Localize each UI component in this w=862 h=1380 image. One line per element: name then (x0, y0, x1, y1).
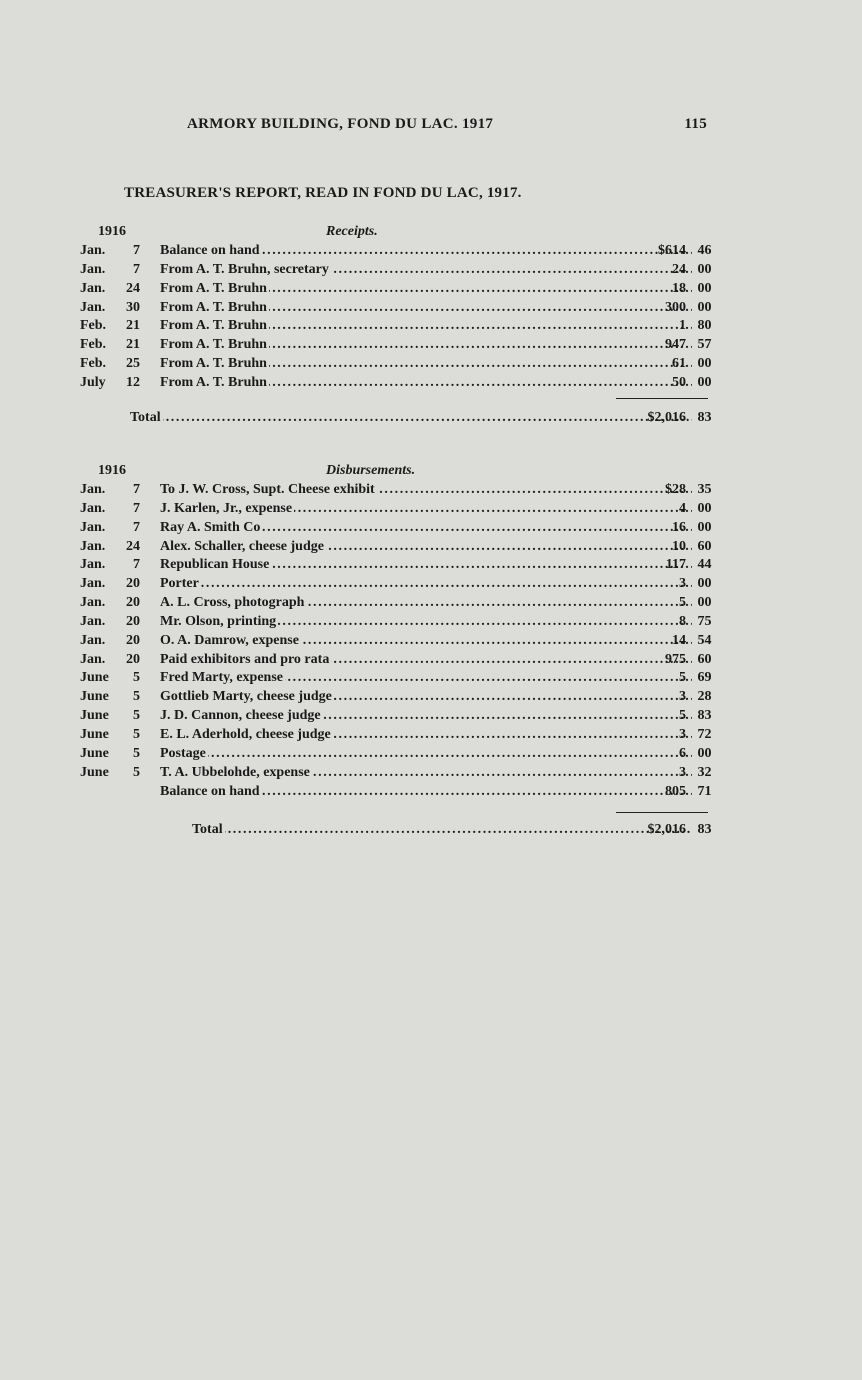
receipt-description: From A. T. Bruhn (160, 280, 267, 296)
disbursement-row (80, 501, 710, 520)
receipt-day: 24 (126, 280, 140, 296)
disbursement-cents: 00 (697, 519, 712, 535)
receipt-description: From A. T. Bruhn (160, 318, 267, 334)
receipt-description: From A. T. Bruhn, secretary (160, 261, 329, 277)
disbursement-cents: 32 (697, 764, 712, 780)
disbursement-cents: 00 (697, 745, 712, 761)
disbursement-cents: 83 (697, 708, 712, 724)
disbursement-dollars: 10 (672, 538, 686, 554)
disbursement-cents: 72 (697, 726, 712, 742)
disbursement-month: Jan. (80, 538, 106, 554)
disbursements-section (80, 463, 710, 802)
receipt-cents: 57 (697, 337, 712, 353)
page-number: 115 (684, 116, 707, 132)
receipts-total-rule (616, 398, 708, 399)
disbursement-month: June (80, 689, 109, 705)
receipt-day: 30 (126, 299, 140, 315)
disbursement-day: 7 (133, 519, 140, 535)
receipt-day: 25 (126, 356, 140, 372)
receipt-day: 7 (133, 243, 140, 258)
receipt-row (80, 243, 710, 262)
disbursement-day: 5 (133, 708, 140, 724)
receipt-month: Jan. (80, 280, 106, 296)
disbursements-header (80, 463, 710, 482)
disbursement-cents: 00 (697, 595, 712, 611)
disbursements-rows (80, 482, 710, 802)
disbursement-description: Gottlieb Marty, cheese judge (160, 689, 332, 705)
disbursements-year: 1916 (98, 463, 126, 478)
disbursement-dollars: 117 (665, 557, 686, 573)
disbursement-day: 7 (133, 557, 140, 573)
disbursement-description: Mr. Olson, printing (160, 613, 277, 629)
receipts-header (80, 224, 710, 243)
receipt-dollars: 18 (672, 280, 686, 296)
disbursement-row (80, 670, 710, 689)
receipt-dollars: 61 (672, 356, 686, 372)
receipt-cents: 00 (697, 356, 712, 372)
disbursement-dollars: 5 (679, 708, 686, 724)
disbursement-description: J. D. Cannon, cheese judge (160, 708, 321, 724)
receipt-cents: 00 (697, 261, 712, 277)
receipt-description: Balance on hand (160, 243, 260, 258)
receipt-day: 21 (126, 318, 140, 334)
disbursement-description: J. Karlen, Jr., expense (160, 500, 293, 516)
disbursement-dollars: 3 (679, 726, 686, 742)
receipt-row (80, 356, 710, 375)
receipt-dollars: 50 (672, 374, 686, 390)
disbursement-cents: 35 (697, 482, 712, 497)
disbursement-dollars: 5 (679, 670, 686, 686)
disbursement-description: Ray A. Smith Co (160, 519, 261, 535)
disbursement-month: Jan. (80, 576, 106, 592)
receipt-cents: 00 (697, 374, 712, 390)
disbursement-day: 20 (126, 632, 140, 648)
disbursement-row (80, 689, 710, 708)
disbursement-day: 5 (133, 670, 140, 686)
disbursement-row (80, 708, 710, 727)
disbursement-month: Jan. (80, 500, 106, 516)
receipt-description: From A. T. Bruhn (160, 299, 267, 315)
disbursement-dollars: 975 (665, 651, 686, 667)
disbursements-heading: Disbursements. (326, 463, 416, 478)
disbursement-row (80, 576, 710, 595)
disbursement-cents: 00 (697, 576, 712, 592)
disbursement-dollars: 5 (679, 595, 686, 611)
disbursement-row (80, 784, 710, 803)
receipt-dollars: 947 (665, 337, 686, 353)
disbursement-dollars: 805 (665, 783, 686, 799)
disbursement-dollars: 6 (679, 745, 686, 761)
disbursement-dollars: 8 (679, 613, 686, 629)
disbursements-total-section (80, 822, 710, 841)
disbursement-description: E. L. Aderhold, cheese judge (160, 726, 331, 742)
disbursements-total-label: Total (192, 822, 223, 837)
disbursements-total-cents: 83 (697, 822, 712, 837)
disbursement-description: Postage (160, 745, 206, 761)
disbursement-row (80, 746, 710, 765)
receipt-month: Feb. (80, 337, 107, 353)
disbursement-day: 5 (133, 764, 140, 780)
disbursement-day: 20 (126, 613, 140, 629)
disbursement-cents: 60 (697, 538, 712, 554)
disbursement-month: Jan. (80, 613, 106, 629)
disbursement-day: 20 (126, 651, 140, 667)
disbursement-row (80, 557, 710, 576)
disbursement-dollars: 14 (672, 632, 686, 648)
receipt-row (80, 337, 710, 356)
disbursement-dollars: 16 (672, 519, 686, 535)
receipt-row (80, 375, 710, 394)
disbursement-description: Paid exhibitors and pro rata (160, 651, 330, 667)
receipt-row (80, 281, 710, 300)
receipt-day: 12 (126, 374, 140, 390)
disbursement-month: June (80, 726, 109, 742)
disbursement-month: June (80, 745, 109, 761)
running-head-title: ARMORY BUILDING, FOND DU LAC. 1917 (187, 116, 494, 132)
disbursement-dollars: 3 (679, 764, 686, 780)
disbursement-cents: 75 (697, 613, 712, 629)
receipts-total-label: Total (130, 410, 161, 425)
disbursement-day: 5 (133, 745, 140, 761)
receipts-total-row (80, 410, 710, 429)
receipt-day: 7 (133, 261, 140, 277)
disbursement-description: T. A. Ubbelohde, expense (160, 764, 310, 780)
disbursement-month: June (80, 764, 109, 780)
disbursement-row (80, 595, 710, 614)
disbursement-description: O. A. Damrow, expense (160, 632, 299, 648)
disbursement-row (80, 727, 710, 746)
disbursement-cents: 60 (697, 651, 712, 667)
receipt-dollars: 300 (665, 299, 686, 315)
receipts-total-dollars: $2,016 (647, 410, 686, 425)
disbursement-day: 24 (126, 538, 140, 554)
disbursement-day: 7 (133, 500, 140, 516)
disbursement-cents: 28 (697, 689, 712, 705)
report-title: TREASURER'S REPORT, READ IN FOND DU LAC, 1917. (124, 185, 522, 201)
disbursement-month: June (80, 708, 109, 724)
disbursement-row (80, 482, 710, 501)
receipt-row (80, 262, 710, 281)
disbursement-month: Jan. (80, 651, 106, 667)
disbursement-description: Republican House (160, 557, 270, 573)
receipt-description: From A. T. Bruhn (160, 337, 267, 353)
disbursement-day: 5 (133, 689, 140, 705)
disbursement-month: Jan. (80, 482, 106, 497)
receipt-month: July (80, 374, 106, 390)
receipt-dollars: 24 (672, 261, 686, 277)
receipt-cents: 80 (697, 318, 712, 334)
disbursement-row (80, 765, 710, 784)
disbursement-row (80, 520, 710, 539)
receipts-total-cents: 83 (697, 410, 712, 425)
receipt-row (80, 300, 710, 319)
disbursement-description: Fred Marty, expense (160, 670, 283, 686)
receipt-row (80, 318, 710, 337)
receipts-section (80, 224, 710, 394)
receipt-month: Jan. (80, 299, 106, 315)
receipt-description: From A. T. Bruhn (160, 374, 267, 390)
disbursement-description: Porter (160, 576, 199, 592)
receipt-dollars: $614 (658, 243, 686, 258)
disbursement-description: Alex. Schaller, cheese judge (160, 538, 324, 554)
disbursement-dollars: 4 (679, 500, 686, 516)
disbursements-total-rule (616, 812, 708, 813)
disbursement-day: 20 (126, 576, 140, 592)
disbursement-description: Balance on hand (160, 783, 260, 799)
disbursement-month: Jan. (80, 557, 106, 573)
disbursement-cents: 71 (697, 783, 712, 799)
disbursement-cents: 54 (697, 632, 712, 648)
disbursement-row (80, 652, 710, 671)
receipt-cents: 00 (697, 280, 712, 296)
running-head (187, 116, 707, 133)
disbursement-month: Jan. (80, 595, 106, 611)
disbursement-day: 7 (133, 482, 140, 497)
receipts-rows (80, 243, 710, 394)
disbursement-cents: 00 (697, 500, 712, 516)
disbursement-description: To J. W. Cross, Supt. Cheese exhibit (160, 482, 375, 497)
receipt-description: From A. T. Bruhn (160, 356, 267, 372)
disbursement-row (80, 539, 710, 558)
disbursement-dollars: 3 (679, 576, 686, 592)
disbursement-description: A. L. Cross, photograph (160, 595, 305, 611)
receipts-total-section (80, 410, 710, 429)
receipts-year: 1916 (98, 224, 126, 239)
receipt-dollars: 1 (679, 318, 686, 334)
receipt-cents: 00 (697, 299, 712, 315)
receipt-month: Feb. (80, 318, 107, 334)
disbursement-dollars: 3 (679, 689, 686, 705)
receipts-heading: Receipts. (326, 224, 378, 239)
disbursement-row (80, 614, 710, 633)
disbursement-cents: 44 (697, 557, 712, 573)
receipt-day: 21 (126, 337, 140, 353)
disbursement-month: June (80, 670, 109, 686)
disbursement-day: 5 (133, 726, 140, 742)
receipt-month: Feb. (80, 356, 107, 372)
disbursements-total-row (80, 822, 710, 841)
disbursement-month: Jan. (80, 632, 106, 648)
disbursement-day: 20 (126, 595, 140, 611)
receipt-month: Jan. (80, 261, 106, 277)
disbursement-dollars: $28 (665, 482, 686, 497)
disbursements-total-dollars: $2,016 (647, 822, 686, 837)
disbursement-row (80, 633, 710, 652)
disbursement-cents: 69 (697, 670, 712, 686)
receipt-cents: 46 (697, 243, 712, 258)
receipt-month: Jan. (80, 243, 106, 258)
disbursement-month: Jan. (80, 519, 106, 535)
